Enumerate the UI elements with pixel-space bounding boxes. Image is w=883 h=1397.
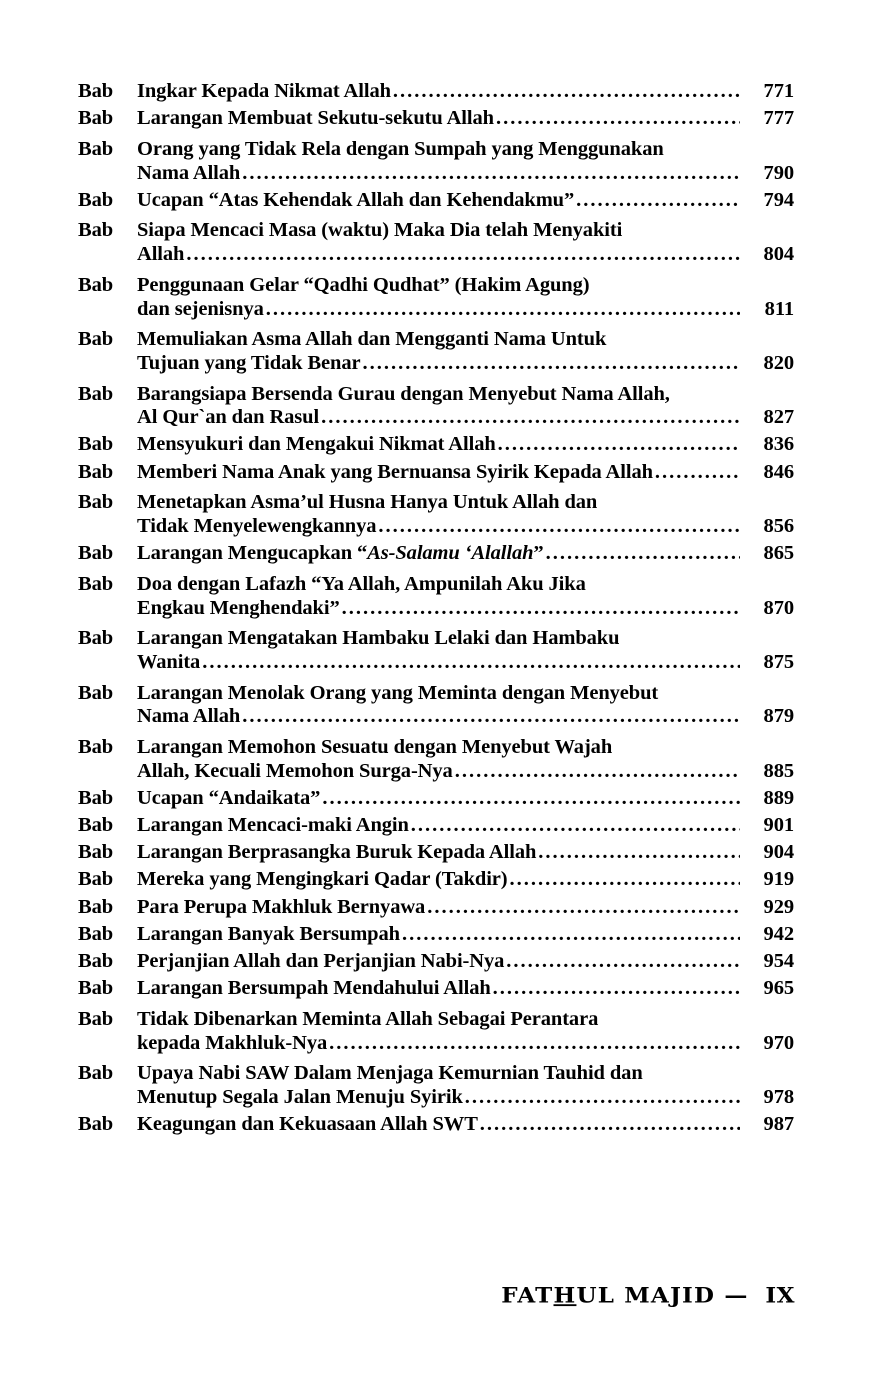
toc-entry-title: Orang yang Tidak Rela dengan Sumpah yang Menggunakan [137,137,664,160]
toc-dot-leader [480,1114,740,1135]
footer-title-underlined-h: H [553,1283,577,1308]
toc-dot-leader [600,1004,740,1025]
toc-entry-title: Engkau Menghendaki” [137,596,340,619]
toc-dot-leader [506,951,740,972]
toc-entry[interactable] [78,189,794,216]
toc-line [78,651,794,678]
toc-dot-leader [363,353,740,374]
toc-dot-leader [266,299,740,320]
toc-entry-title: Nama Allah [137,705,241,728]
toc-page-number: 836 [763,433,794,456]
toc-page-number: 771 [763,80,794,102]
toc-entry-title: Nama Allah [137,161,241,184]
toc-dot-leader [498,434,740,455]
toc-entry-title: Larangan Mencaci-maki Angin [137,814,409,837]
toc-line [78,569,794,596]
toc-entry-title: Larangan Mengatakan Hambaku Lelaki dan Hambaku [137,627,620,650]
toc-dot-leader [624,216,740,237]
toc-line [78,1113,794,1140]
toc-dot-leader [608,325,740,346]
toc-entry[interactable] [78,134,794,188]
toc-page-number: 987 [763,1113,794,1136]
toc-entry[interactable] [78,1113,794,1140]
toc-dot-leader [411,815,740,836]
toc-entry-title: Larangan Memohon Sesuatu dengan Menyebut Wajah [137,736,613,758]
toc-line [78,760,794,787]
toc-entry[interactable] [78,868,794,895]
toc-entry-title: Menetapkan Asma’ul Husna Hanya Untuk Allah dan [137,491,598,514]
toc-line [78,107,794,134]
footer-book-title [501,1283,795,1308]
toc-entry[interactable] [78,488,794,542]
footer-separator-dash: — [724,1283,748,1308]
toc-line [78,733,794,760]
toc-dot-leader [322,788,740,809]
toc-line [78,950,794,977]
toc-page-number: 885 [763,759,794,782]
toc-entry-label: Bab [78,491,114,514]
toc-entry-title: Mereka yang Mengingkari Qadar (Takdir) [137,868,508,891]
toc-entry-title: kepada Makhluk-Nya [137,1031,328,1054]
toc-entry-label: Bab [78,977,114,1000]
toc-entry[interactable] [78,841,794,868]
toc-entry-label: Bab [78,1113,114,1136]
toc-entry-label: Bab [78,460,114,483]
toc-entry-title [137,542,546,565]
toc-line [78,216,794,243]
toc-entry[interactable] [78,814,794,841]
toc-line [78,868,794,895]
toc-entry-label: Bab [78,80,114,102]
toc-dot-leader [621,624,740,645]
toc-title-segment: Larangan Mengucapkan “ [137,542,368,565]
toc-dot-leader [599,488,740,509]
toc-entry[interactable] [78,433,794,460]
toc-entry-label: Bab [78,681,114,704]
toc-dot-leader [576,190,740,211]
toc-line [78,1059,794,1086]
toc-dot-leader [496,108,740,129]
toc-page-number: 804 [763,243,794,266]
toc-entry-title: Siapa Mencaci Masa (waktu) Maka Dia telah Menyakiti [137,219,623,242]
toc-page-number: 919 [763,868,794,891]
toc-entry-title: Al Qur`an dan Rasul [137,406,320,429]
toc-line [78,624,794,651]
toc-entry[interactable] [78,270,794,324]
toc-page-number: 879 [763,705,794,728]
toc-line [78,433,794,460]
footer-page-number: IX [765,1283,795,1308]
toc-page-number: 929 [763,895,794,918]
toc-dot-leader [329,1033,740,1054]
toc-entry-title: Upaya Nabi SAW Dalam Menjaga Kemurnian Tauhid dan [137,1062,643,1085]
toc-page-number: 965 [763,977,794,1000]
toc-page-number: 904 [763,841,794,864]
toc-entry[interactable] [78,216,794,270]
toc-entry[interactable] [78,542,794,569]
toc-entry-title: Ucapan “Atas Kehendak Allah dan Kehendakmu” [137,188,575,211]
toc-title-segment: ” [533,542,544,565]
toc-line [78,270,794,297]
toc-line [78,461,794,488]
toc-line [78,379,794,406]
toc-entry-label: Bab [78,433,114,456]
toc-page-number: 827 [763,406,794,429]
toc-page-number: 954 [763,950,794,972]
toc-entry[interactable] [78,923,794,950]
toc-line [78,597,794,624]
toc-line [78,80,794,107]
toc-entry-title: Doa dengan Lafazh “Ya Allah, Ampunilah Aku Jika [137,572,586,595]
toc-entry-title: Allah, Kecuali Memohon Surga-Nya [137,759,453,782]
toc-entry[interactable] [78,80,794,107]
toc-entry-label: Bab [78,786,114,809]
toc-entry-label: Bab [78,572,114,595]
toc-dot-leader [186,244,740,265]
toc-line [78,134,794,161]
footer-title-part-b: UL MAJID [576,1283,716,1308]
toc-entry-label: Bab [78,328,114,351]
toc-page-number: 820 [763,351,794,374]
toc-entry[interactable] [78,950,794,977]
toc-entry[interactable] [78,896,794,923]
toc-line [78,814,794,841]
toc-dot-leader [614,733,740,754]
toc-entry-title: Larangan Bersumpah Mendahului Allah [137,977,491,1000]
toc-page-number: 856 [763,515,794,537]
toc-page-number: 970 [763,1031,794,1054]
toc-entry-title: Larangan Berprasangka Buruk Kepada Allah [137,841,537,864]
table-of-contents [78,80,794,1140]
toc-entry-title: Tidak Dibenarkan Meminta Allah Sebagai Perantara [137,1007,599,1030]
toc-entry-title: Memuliakan Asma Allah dan Mengganti Nama Untuk [137,328,607,351]
toc-entry-title: Ucapan “Andaikata” [137,786,321,809]
toc-line [78,896,794,923]
toc-dot-leader [645,1059,740,1080]
toc-entry-label: Bab [78,137,114,160]
toc-entry-label: Bab [78,1062,114,1085]
toc-entry-title: Para Perupa Makhluk Bernyawa [137,895,426,918]
toc-line [78,298,794,325]
toc-entry[interactable] [78,1004,794,1058]
toc-line [78,515,794,542]
toc-line [78,977,794,1004]
toc-dot-leader [321,407,740,428]
toc-entry[interactable] [78,379,794,433]
toc-entry-title: Tidak Menyelewengkannya [137,515,377,537]
toc-entry[interactable] [78,569,794,623]
toc-entry-title: Barangsiapa Bersenda Gurau dengan Menyebut Nama Allah, [137,382,670,405]
toc-dot-leader [455,761,740,782]
toc-entry[interactable] [78,107,794,134]
toc-entry-label: Bab [78,950,114,972]
toc-dot-leader [666,134,740,155]
toc-line [78,243,794,270]
toc-line [78,189,794,216]
toc-line [78,542,794,569]
toc-page-number: 875 [763,650,794,673]
toc-dot-leader [592,270,741,291]
toc-entry-label: Bab [78,382,114,405]
toc-page-number: 811 [764,297,794,320]
footer-title-part-a: FAT [501,1283,554,1308]
toc-entry-title: Tujuan yang Tidak Benar [137,351,361,374]
toc-line [78,325,794,352]
toc-line [78,1032,794,1059]
page-footer [0,1282,883,1309]
toc-line [78,787,794,814]
toc-line [78,1086,794,1113]
toc-entry[interactable] [78,977,794,1004]
toc-dot-leader [465,1087,740,1108]
toc-dot-leader [342,598,740,619]
toc-entry-title: Menutup Segala Jalan Menuju Syirik [137,1085,463,1108]
toc-entry-label: Bab [78,219,114,242]
toc-entry[interactable] [78,1059,794,1113]
toc-line [78,705,794,732]
toc-entry-label: Bab [78,814,114,837]
toc-entry-label: Bab [78,107,114,130]
toc-entry-label: Bab [78,627,114,650]
toc-page-number: 777 [763,107,794,130]
toc-entry-label: Bab [78,895,114,918]
toc-page-number: 889 [763,786,794,809]
toc-dot-leader [202,652,740,673]
toc-dot-leader [393,81,740,102]
toc-entry-title: Allah [137,243,185,266]
toc-entry-title: Wanita [137,650,201,673]
toc-entry[interactable] [78,461,794,488]
toc-line [78,1004,794,1031]
toc-entry-label: Bab [78,841,114,864]
toc-entry[interactable] [78,678,794,732]
toc-dot-leader [242,706,740,727]
toc-entry-title: Keagungan dan Kekuasaan Allah SWT [137,1113,478,1136]
toc-entry[interactable] [78,624,794,678]
toc-dot-leader [546,543,740,564]
toc-page-number: 865 [763,542,794,565]
toc-entry-title: Penggunaan Gelar “Qadhi Qudhat” (Hakim Agung) [137,273,590,296]
toc-dot-leader [427,897,740,918]
toc-line [78,841,794,868]
toc-line [78,678,794,705]
toc-entry-title: Mensyukuri dan Mengakui Nikmat Allah [137,433,496,456]
toc-entry-title: dan sejenisnya [137,297,264,320]
toc-line [78,488,794,515]
toc-dot-leader [378,516,740,537]
toc-line [78,162,794,189]
toc-dot-leader [655,462,740,483]
toc-entry-label: Bab [78,1007,114,1030]
toc-page-number: 901 [763,814,794,837]
toc-page-number: 978 [763,1085,794,1108]
toc-entry[interactable] [78,733,794,787]
toc-line [78,406,794,433]
toc-page-number: 790 [763,161,794,184]
toc-entry-label: Bab [78,273,114,296]
toc-entry-title: Memberi Nama Anak yang Bernuansa Syirik Kepada Allah [137,460,653,483]
toc-line [78,352,794,379]
toc-entry-title: Larangan Menolak Orang yang Meminta dengan Menyebut [137,681,659,704]
toc-dot-leader [493,978,740,999]
toc-dot-leader [538,842,740,863]
toc-entry-label: Bab [78,542,114,565]
toc-dot-leader [660,678,740,699]
toc-dot-leader [588,569,740,590]
toc-entry-label: Bab [78,736,114,758]
toc-title-italic-segment: As-Salamu ‘Alallah [367,542,534,565]
toc-entry-title: Perjanjian Allah dan Perjanjian Nabi-Nya [137,950,505,972]
toc-page-number: 870 [763,596,794,619]
toc-page-number: 942 [763,922,794,945]
toc-dot-leader [242,163,740,184]
toc-dot-leader [402,924,740,945]
toc-dot-leader [510,869,740,890]
toc-entry[interactable] [78,787,794,814]
toc-dot-leader [672,379,740,400]
toc-page-number: 846 [763,460,794,483]
toc-entry-title: Ingkar Kepada Nikmat Allah [137,80,391,102]
toc-page-number: 794 [763,188,794,211]
toc-entry-label: Bab [78,922,114,945]
toc-entry-label: Bab [78,868,114,891]
toc-line [78,923,794,950]
toc-entry[interactable] [78,325,794,379]
toc-entry-title: Larangan Banyak Bersumpah [137,922,400,945]
toc-entry-title: Larangan Membuat Sekutu-sekutu Allah [137,107,494,130]
toc-entry-label: Bab [78,188,114,211]
